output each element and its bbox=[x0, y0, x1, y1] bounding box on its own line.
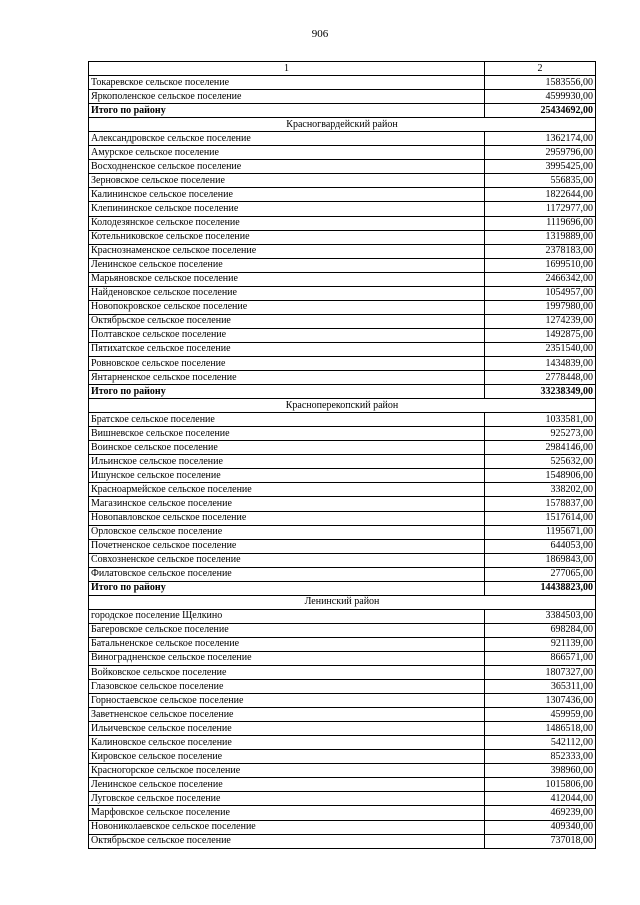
settlement-row bbox=[89, 651, 596, 665]
settlement-row bbox=[89, 666, 596, 680]
settlement-amount: 556835,00 bbox=[485, 174, 596, 188]
settlement-amount: 921139,00 bbox=[485, 637, 596, 651]
settlement-amount: 1274239,00 bbox=[485, 314, 596, 328]
total-label: Итого по району bbox=[89, 581, 485, 595]
settlement-name: Яркополенское сельское поселение bbox=[89, 90, 485, 104]
settlement-amount: 2466342,00 bbox=[485, 272, 596, 286]
column-number-row bbox=[89, 62, 596, 76]
settlement-amount: 1997980,00 bbox=[485, 300, 596, 314]
settlement-amount: 2959796,00 bbox=[485, 146, 596, 160]
settlement-name: Александровское сельское поселение bbox=[89, 132, 485, 146]
settlement-row bbox=[89, 286, 596, 300]
settlement-amount: 365311,00 bbox=[485, 680, 596, 694]
table-body bbox=[89, 76, 596, 849]
total-amount: 14438823,00 bbox=[485, 581, 596, 595]
district-total-row bbox=[89, 385, 596, 399]
settlement-amount: 644053,00 bbox=[485, 539, 596, 553]
settlement-amount: 1548906,00 bbox=[485, 469, 596, 483]
settlement-row bbox=[89, 525, 596, 539]
settlement-row bbox=[89, 750, 596, 764]
settlement-row bbox=[89, 174, 596, 188]
settlement-amount: 866571,00 bbox=[485, 651, 596, 665]
settlement-amount: 2378183,00 bbox=[485, 244, 596, 258]
settlement-name: Новониколаевское сельское поселение bbox=[89, 820, 485, 834]
settlement-amount: 1307436,00 bbox=[485, 694, 596, 708]
settlement-row bbox=[89, 792, 596, 806]
settlement-name: Новопокровское сельское поселение bbox=[89, 300, 485, 314]
total-amount: 25434692,00 bbox=[485, 104, 596, 118]
settlement-name: Филатовское сельское поселение bbox=[89, 567, 485, 581]
settlement-amount: 1033581,00 bbox=[485, 413, 596, 427]
settlement-name: Котельниковское сельское поселение bbox=[89, 230, 485, 244]
settlement-row bbox=[89, 553, 596, 567]
settlement-row bbox=[89, 76, 596, 90]
settlement-row bbox=[89, 736, 596, 750]
settlement-row bbox=[89, 314, 596, 328]
settlement-name: Найденовское сельское поселение bbox=[89, 286, 485, 300]
budget-table bbox=[88, 61, 596, 849]
settlement-name: Марьяновское сельское поселение bbox=[89, 272, 485, 286]
settlement-amount: 1319889,00 bbox=[485, 230, 596, 244]
settlement-row bbox=[89, 623, 596, 637]
settlement-amount: 398960,00 bbox=[485, 764, 596, 778]
settlement-name: Октябрьское сельское поселение bbox=[89, 314, 485, 328]
settlement-name: Ровновское сельское поселение bbox=[89, 356, 485, 370]
district-header-row bbox=[89, 595, 596, 609]
settlement-amount: 1807327,00 bbox=[485, 666, 596, 680]
district-header-row bbox=[89, 118, 596, 132]
settlement-amount: 1434839,00 bbox=[485, 356, 596, 370]
settlement-name: Воинское сельское поселение bbox=[89, 441, 485, 455]
settlement-amount: 542112,00 bbox=[485, 736, 596, 750]
settlement-amount: 4599930,00 bbox=[485, 90, 596, 104]
settlement-amount: 737018,00 bbox=[485, 834, 596, 848]
settlement-name: Багеровское сельское поселение bbox=[89, 623, 485, 637]
settlement-row bbox=[89, 356, 596, 370]
settlement-amount: 1492875,00 bbox=[485, 328, 596, 342]
settlement-amount: 852333,00 bbox=[485, 750, 596, 764]
settlement-name: Совхозненское сельское поселение bbox=[89, 553, 485, 567]
settlement-amount: 1195671,00 bbox=[485, 525, 596, 539]
settlement-amount: 459959,00 bbox=[485, 708, 596, 722]
settlement-row bbox=[89, 328, 596, 342]
settlement-row bbox=[89, 146, 596, 160]
settlement-amount: 1578837,00 bbox=[485, 497, 596, 511]
column-number-2: 2 bbox=[485, 62, 596, 76]
settlement-amount: 2778448,00 bbox=[485, 371, 596, 385]
settlement-row bbox=[89, 413, 596, 427]
district-name: Красногвардейский район bbox=[89, 118, 596, 132]
settlement-name: Ленинское сельское поселение bbox=[89, 778, 485, 792]
settlement-row bbox=[89, 511, 596, 525]
settlement-name: Марфовское сельское поселение bbox=[89, 806, 485, 820]
settlement-row bbox=[89, 778, 596, 792]
settlement-row bbox=[89, 160, 596, 174]
settlement-name: Виноградненское сельское поселение bbox=[89, 651, 485, 665]
settlement-name: Глазовское сельское поселение bbox=[89, 680, 485, 694]
settlement-row bbox=[89, 483, 596, 497]
settlement-amount: 1822644,00 bbox=[485, 188, 596, 202]
settlement-name: Калининское сельское поселение bbox=[89, 188, 485, 202]
settlement-amount: 277065,00 bbox=[485, 567, 596, 581]
settlement-row bbox=[89, 694, 596, 708]
settlement-row bbox=[89, 427, 596, 441]
settlement-row bbox=[89, 637, 596, 651]
settlement-amount: 338202,00 bbox=[485, 483, 596, 497]
settlement-row bbox=[89, 806, 596, 820]
district-name: Ленинский район bbox=[89, 595, 596, 609]
settlement-amount: 2351540,00 bbox=[485, 342, 596, 356]
settlement-name: Янтарненское сельское поселение bbox=[89, 371, 485, 385]
district-header-row bbox=[89, 399, 596, 413]
settlement-name: Пятихатское сельское поселение bbox=[89, 342, 485, 356]
settlement-name: Октябрьское сельское поселение bbox=[89, 834, 485, 848]
settlement-name: Ленинское сельское поселение bbox=[89, 258, 485, 272]
settlement-amount: 1362174,00 bbox=[485, 132, 596, 146]
settlement-name: Красноармейское сельское поселение bbox=[89, 483, 485, 497]
settlement-row bbox=[89, 300, 596, 314]
settlement-row bbox=[89, 244, 596, 258]
settlement-amount: 698284,00 bbox=[485, 623, 596, 637]
settlement-amount: 3995425,00 bbox=[485, 160, 596, 174]
settlement-amount: 1869843,00 bbox=[485, 553, 596, 567]
settlement-amount: 1054957,00 bbox=[485, 286, 596, 300]
total-label: Итого по району bbox=[89, 104, 485, 118]
settlement-name: Заветненское сельское поселение bbox=[89, 708, 485, 722]
settlement-row bbox=[89, 258, 596, 272]
settlement-name: Ишунское сельское поселение bbox=[89, 469, 485, 483]
settlement-name: Магазинское сельское поселение bbox=[89, 497, 485, 511]
settlement-amount: 2984146,00 bbox=[485, 441, 596, 455]
settlement-name: Ильичевское сельское поселение bbox=[89, 722, 485, 736]
settlement-name: Новопавловское сельское поселение bbox=[89, 511, 485, 525]
settlement-name: Вишневское сельское поселение bbox=[89, 427, 485, 441]
settlement-row bbox=[89, 441, 596, 455]
settlement-amount: 469239,00 bbox=[485, 806, 596, 820]
settlement-row bbox=[89, 497, 596, 511]
settlement-row bbox=[89, 342, 596, 356]
settlement-row bbox=[89, 230, 596, 244]
settlement-name: Амурское сельское поселение bbox=[89, 146, 485, 160]
settlement-amount: 1015806,00 bbox=[485, 778, 596, 792]
district-total-row bbox=[89, 104, 596, 118]
district-total-row bbox=[89, 581, 596, 595]
settlement-name: Батальненское сельское поселение bbox=[89, 637, 485, 651]
settlement-name: Полтавское сельское поселение bbox=[89, 328, 485, 342]
total-amount: 33238349,00 bbox=[485, 385, 596, 399]
settlement-name: Краснознаменское сельское поселение bbox=[89, 244, 485, 258]
settlement-row bbox=[89, 272, 596, 286]
settlement-row bbox=[89, 371, 596, 385]
settlement-name: Братское сельское поселение bbox=[89, 413, 485, 427]
settlement-row bbox=[89, 132, 596, 146]
district-name: Красноперекопский район bbox=[89, 399, 596, 413]
settlement-row bbox=[89, 722, 596, 736]
settlement-amount: 1517614,00 bbox=[485, 511, 596, 525]
settlement-amount: 409340,00 bbox=[485, 820, 596, 834]
settlement-name: Калиновское сельское поселение bbox=[89, 736, 485, 750]
settlement-row bbox=[89, 539, 596, 553]
settlement-row bbox=[89, 708, 596, 722]
settlement-name: городское поселение Щелкино bbox=[89, 609, 485, 623]
settlement-row bbox=[89, 455, 596, 469]
settlement-amount: 1486518,00 bbox=[485, 722, 596, 736]
total-label: Итого по району bbox=[89, 385, 485, 399]
column-number-1: 1 bbox=[89, 62, 485, 76]
settlement-row bbox=[89, 764, 596, 778]
settlement-row bbox=[89, 216, 596, 230]
settlement-name: Зерновское сельское поселение bbox=[89, 174, 485, 188]
settlement-name: Почетненское сельское поселение bbox=[89, 539, 485, 553]
settlement-row bbox=[89, 567, 596, 581]
settlement-amount: 525632,00 bbox=[485, 455, 596, 469]
settlement-name: Клепининское сельское поселение bbox=[89, 202, 485, 216]
settlement-row bbox=[89, 834, 596, 848]
settlement-name: Войковское сельское поселение bbox=[89, 666, 485, 680]
settlement-amount: 1119696,00 bbox=[485, 216, 596, 230]
settlement-amount: 1172977,00 bbox=[485, 202, 596, 216]
settlement-amount: 412044,00 bbox=[485, 792, 596, 806]
settlement-row bbox=[89, 680, 596, 694]
settlement-row bbox=[89, 609, 596, 623]
settlement-name: Луговское сельское поселение bbox=[89, 792, 485, 806]
settlement-name: Кировское сельское поселение bbox=[89, 750, 485, 764]
settlement-name: Красногорское сельское поселение bbox=[89, 764, 485, 778]
settlement-name: Орловское сельское поселение bbox=[89, 525, 485, 539]
settlement-amount: 1583556,00 bbox=[485, 76, 596, 90]
settlement-row bbox=[89, 90, 596, 104]
settlement-row bbox=[89, 188, 596, 202]
settlement-amount: 3384503,00 bbox=[485, 609, 596, 623]
settlement-amount: 1699510,00 bbox=[485, 258, 596, 272]
page-number: 906 bbox=[311, 28, 329, 40]
settlement-row bbox=[89, 820, 596, 834]
settlement-name: Ильинское сельское поселение bbox=[89, 455, 485, 469]
settlement-name: Колодезянское сельское поселение bbox=[89, 216, 485, 230]
settlement-name: Токаревское сельское поселение bbox=[89, 76, 485, 90]
settlement-row bbox=[89, 202, 596, 216]
settlement-row bbox=[89, 469, 596, 483]
settlement-name: Горностаевское сельское поселение bbox=[89, 694, 485, 708]
settlement-name: Восходненское сельское поселение bbox=[89, 160, 485, 174]
settlement-amount: 925273,00 bbox=[485, 427, 596, 441]
